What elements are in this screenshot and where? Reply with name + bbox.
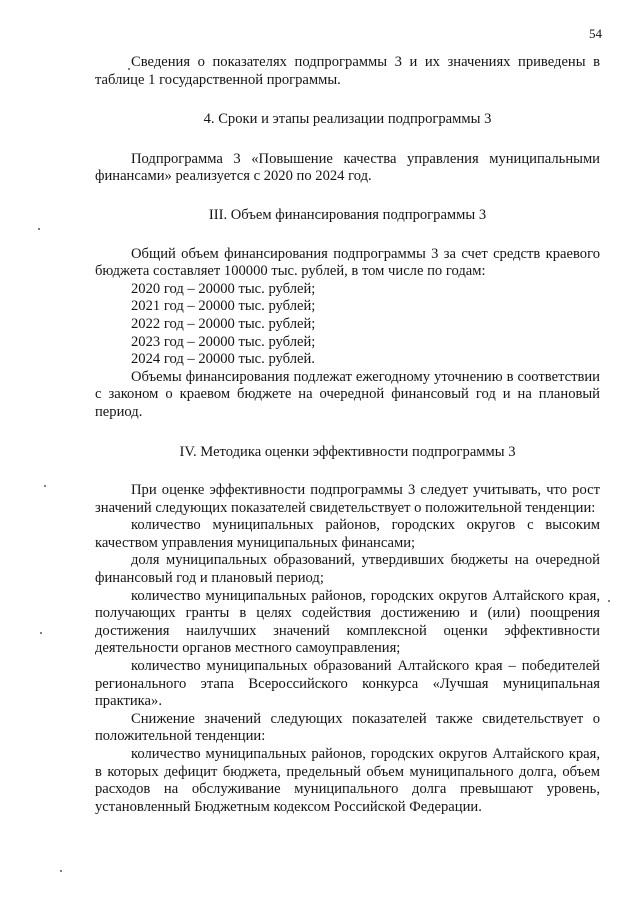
page-number: 54 [589,26,602,41]
scan-speck [38,228,40,230]
positive-indicator-item: количество муниципальных районов, городских округов Алтайского края, получающих гранты в целях содействия достижению и (или) поощрения достижения наилучших значений комплексной оценки эффективности деятельности органов местного самоуправления; [95,587,600,657]
funding-year-item: 2024 год – 20000 тыс. рублей. [131,351,315,368]
positive-indicator-item: доля муниципальных образований, утвердивших бюджеты на очередной финансовый год и плановый период; [95,552,600,587]
funding-year-item: 2023 год – 20000 тыс. рублей; [131,333,316,350]
section-4-paragraph: Подпрограмма 3 «Повышение качества управления муниципальными финансами» реализуется с 2020 по 2024 год. [95,150,600,185]
funding-year-item: 2022 год – 20000 тыс. рублей; [131,315,316,332]
negative-indicator-item: количество муниципальных районов, городских округов Алтайского края, в которых дефицит бюджета, предельный объем муниципального долга, объем расходов на обслуживание муниципального долга превышают уровень, установленный Бюджетным кодексом Российской Федерации. [95,746,600,815]
evaluation-intro-paragraph: При оценке эффективности подпрограммы 3 следует учитывать, что рост значений следующих показателей свидетельствует о положительной тенденции: [95,482,600,516]
intro-paragraph: Сведения о показателях подпрограммы 3 и их значениях приведены в таблице 1 государственной программы. [95,54,600,88]
funding-note-paragraph: Объемы финансирования подлежат ежегодному уточнению в соответствии с законом о краевом бюджете на очередной финансовый год и на плановый период. [95,368,600,420]
positive-indicator-item: количество муниципальных образований Алтайского края – победителей регионального этапа Всероссийского конкурса «Лучшая муниципальная практика». [95,658,600,710]
section-iv-heading: IV. Методика оценки эффективности подпрограммы 3 [179,443,516,460]
decrease-intro-paragraph: Снижение значений следующих показателей также свидетельствует о положительной тенденции: [95,710,600,745]
scan-speck [608,600,610,602]
funding-years-list [95,281,600,369]
scan-speck [44,485,46,487]
section-iii-heading: III. Объем финансирования подпрограммы 3 [208,206,487,223]
document-body [95,54,600,816]
scan-speck [128,68,130,70]
positive-indicator-item: количество муниципальных районов, городских округов с высоким качеством управления муниципальных финансами; [95,517,600,551]
funding-year-item: 2020 год – 20000 тыс. рублей; [131,280,316,297]
funding-year-item: 2021 год – 20000 тыс. рублей; [131,298,316,315]
scan-speck [60,870,62,872]
section-4-heading: 4. Сроки и этапы реализации подпрограммы 3 [203,111,492,128]
scan-speck [40,632,42,634]
funding-paragraph: Общий объем финансирования подпрограммы 3 за счет средств краевого бюджета составляет 100000 тыс. рублей, в том числе по годам: [95,245,600,280]
